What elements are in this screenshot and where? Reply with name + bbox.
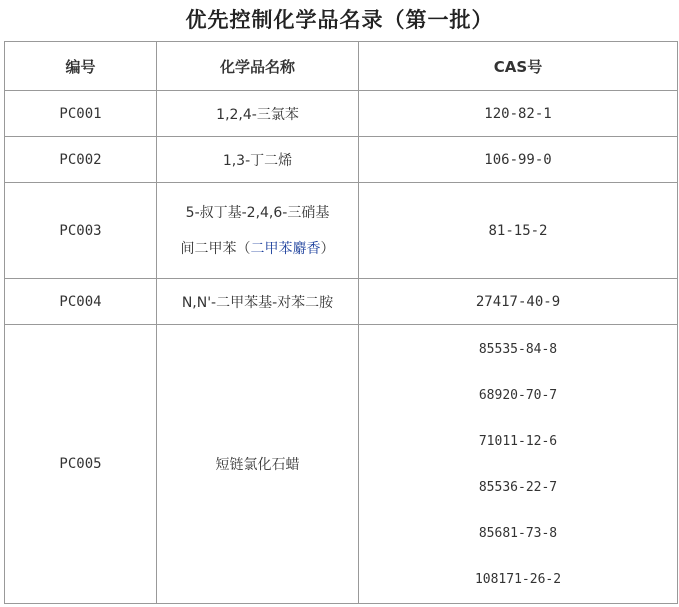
cell-id: PC001 <box>5 91 157 137</box>
header-cas: CAS号 <box>359 42 678 91</box>
table-row <box>5 325 678 604</box>
cas-number: 85535-84-8 <box>478 342 558 357</box>
page-title: 优先控制化学品名录（第一批） <box>185 8 494 32</box>
name-suffix: ） <box>320 240 335 257</box>
musk-xylene-link[interactable]: 二甲苯麝香 <box>250 240 321 257</box>
name-line-2 <box>157 231 358 267</box>
cell-name: 1,2,4-三氯苯 <box>157 91 359 137</box>
cell-name: 1,3-丁二烯 <box>157 137 359 183</box>
cell-id: PC005 <box>5 325 157 604</box>
table-row <box>5 279 678 325</box>
cell-id: PC003 <box>5 183 157 279</box>
cell-cas-list <box>359 325 678 604</box>
cas-number: 108171-26-2 <box>474 572 562 587</box>
header-id: 编号 <box>5 42 157 91</box>
name-line-1: 5-叔丁基-2,4,6-三硝基 <box>185 204 330 221</box>
cell-name: N,N'-二甲苯基-对苯二胺 <box>157 279 359 325</box>
table-row <box>5 91 678 137</box>
cas-number: 85681-73-8 <box>478 526 558 541</box>
name-prefix: 间二甲苯（ <box>180 240 251 257</box>
header-name: 化学品名称 <box>157 42 359 91</box>
cell-name <box>157 183 359 279</box>
cell-cas: 120-82-1 <box>359 91 678 137</box>
cell-name: 短链氯化石蜡 <box>157 325 359 604</box>
table-row <box>5 137 678 183</box>
cas-number: 85536-22-7 <box>478 480 558 495</box>
table-header-row <box>5 42 678 91</box>
cell-cas: 106-99-0 <box>359 137 678 183</box>
cell-cas: 27417-40-9 <box>359 279 678 325</box>
cas-number: 68920-70-7 <box>478 388 558 403</box>
table-row <box>5 183 678 279</box>
chemical-catalog-table <box>4 41 678 604</box>
cas-number: 71011-12-6 <box>478 434 558 449</box>
cell-id: PC004 <box>5 279 157 325</box>
cell-id: PC002 <box>5 137 157 183</box>
cell-cas: 81-15-2 <box>359 183 678 279</box>
